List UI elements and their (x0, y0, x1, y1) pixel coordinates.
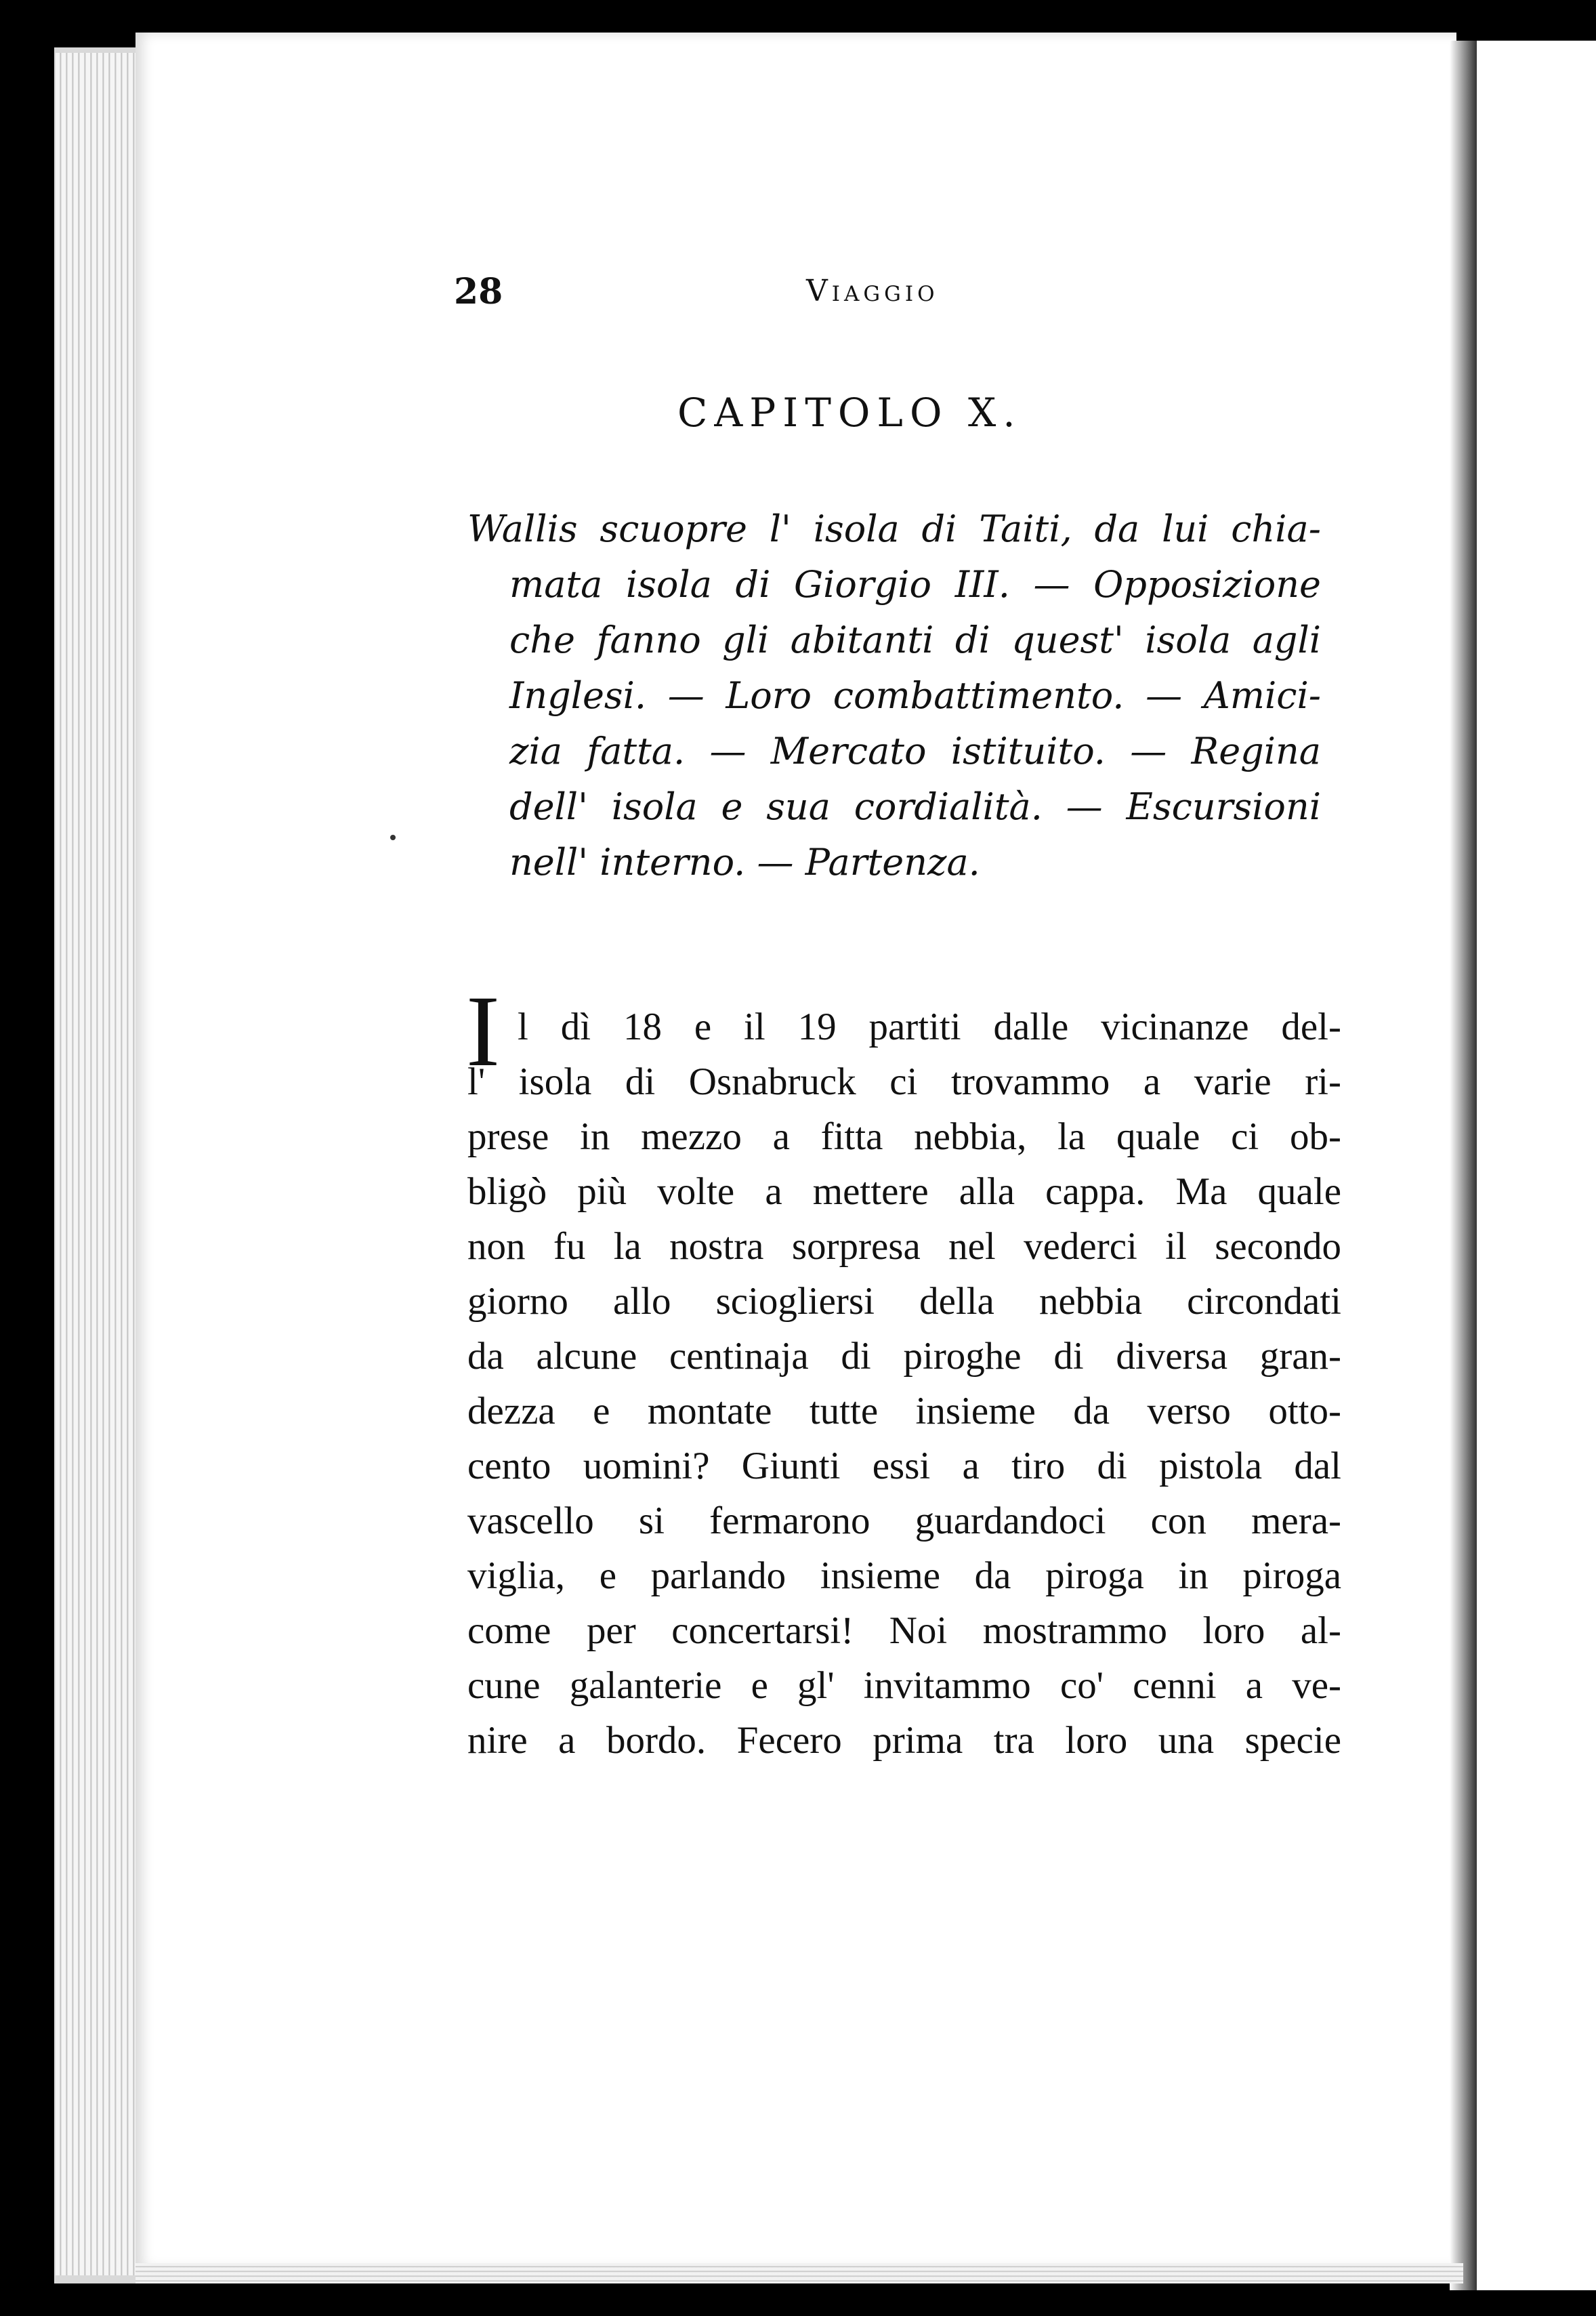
body-line: l' isola di Osnabruck ci trovammo a varie ri- (467, 1060, 1341, 1103)
summary-line: zia fatta. — Mercato istituito. — Regina (509, 730, 1321, 772)
body-line: vascello si fermarono guardandoci con mera- (467, 1500, 1341, 1542)
summary-line: Inglesi. — Loro combattimento. — Amici- (509, 674, 1321, 717)
body-line: giorno allo sciogliersi della nebbia circondati (467, 1280, 1341, 1323)
body-line: nire a bordo. Fecero prima tra loro una specie (467, 1719, 1341, 1762)
body-line: come per concertarsi! Noi mostrammo loro al- (467, 1609, 1341, 1652)
facing-page-strip (1456, 41, 1596, 2290)
body-line: viglia, e parlando insieme da piroga in piroga (467, 1554, 1341, 1597)
summary-line: che fanno gli abitanti di quest' isola agli (509, 619, 1321, 661)
summary-line: dell' isola e sua cordialità. — Escursioni (509, 785, 1321, 828)
body-line: cune galanterie e gl' invitammo co' cenni a ve- (467, 1664, 1341, 1707)
body-line: non fu la nostra sorpresa nel vederci il secondo (467, 1225, 1341, 1268)
book-gutter-shadow (1450, 41, 1477, 2290)
body-line: bligò più volte a mettere alla cappa. Ma quale (467, 1170, 1341, 1213)
body-line: da alcune centinaja di piroghe di diversa gran- (467, 1335, 1341, 1378)
summary-line: Wallis scuopre l' isola di Taiti, da lui chia- (467, 508, 1321, 550)
body-text (466, 975, 1341, 1768)
summary-line: nell' interno. — Partenza. (509, 841, 980, 884)
chapter-summary (467, 501, 1321, 890)
book-bottom-edge (135, 2263, 1463, 2283)
body-line: l dì 18 e il 19 partiti dalle vicinanze del- (518, 1006, 1341, 1048)
body-line: dezza e montate tutte insieme da verso otto- (467, 1390, 1341, 1432)
margin-dot (390, 835, 396, 840)
summary-line: mata isola di Giorgio III. — Opposizione (509, 563, 1321, 606)
running-head: Viaggio (806, 274, 939, 308)
body-line: cento uomini? Giunti essi a tiro di pistola dal (467, 1445, 1341, 1487)
body-line: prese in mezzo a fitta nebbia, la quale ci ob- (467, 1115, 1341, 1158)
chapter-title: CAPITOLO X. (677, 390, 1022, 436)
page-header (454, 271, 1199, 318)
book-left-edge (56, 53, 137, 2275)
page-number: 28 (454, 271, 503, 312)
drop-cap: I (466, 975, 500, 1088)
